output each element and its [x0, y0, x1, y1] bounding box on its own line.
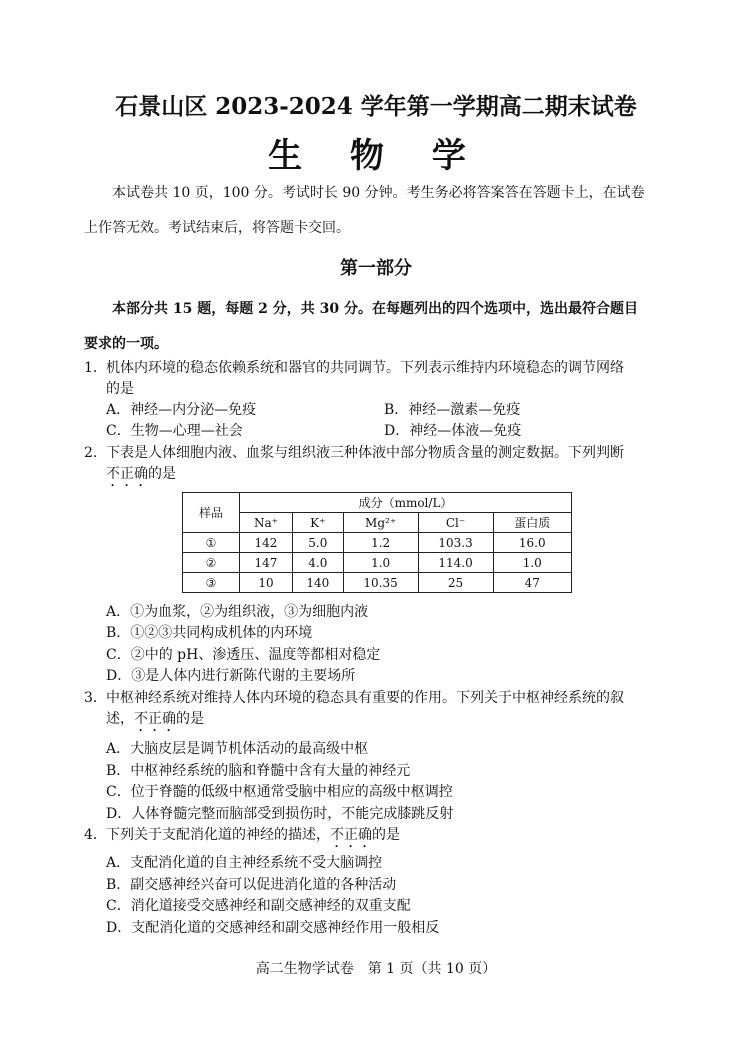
table-cell: 10.35	[343, 573, 418, 593]
question-3-stem-line-1: 中枢神经系统对维持人体内环境的稳态具有重要的作用。下列关于中枢神经系统的叙	[106, 690, 624, 706]
table-cell: 1.0	[343, 553, 418, 573]
question-4-stem-tail: 的是	[372, 827, 400, 843]
question-3-stem	[84, 688, 704, 735]
question-3-emphasis: 不正确	[134, 711, 176, 727]
table-cell: 5.0	[292, 533, 343, 553]
table-header-sample: 样品	[183, 493, 240, 533]
page-footer: 高二生物学试卷 第 1 页（共 10 页）	[255, 961, 497, 977]
question-2-stem	[84, 443, 704, 490]
table-column-header: Na⁺	[240, 513, 293, 533]
table-column-header: K⁺	[292, 513, 343, 533]
question-4-option-c: C．消化道接受交感神经和副交感神经的双重支配	[106, 898, 411, 914]
question-4-option-b: B．副交感神经兴奋可以促进消化道的各种活动	[106, 877, 397, 893]
part-description	[84, 292, 704, 362]
question-4-emphasis: 不正确	[330, 827, 372, 843]
question-2-option-c: C．②中的 pH、渗透压、温度等都相对稳定	[106, 647, 381, 663]
table-column-header: Cl⁻	[418, 513, 493, 533]
table-column-header: 蛋白质	[493, 513, 571, 533]
exam-instructions	[84, 176, 704, 246]
table-cell: 1.0	[493, 553, 571, 573]
instructions-line-1: 本试卷共 10 页，100 分。考试时长 90 分钟。考生务必将答案答在答题卡上，在试卷	[112, 185, 645, 201]
table-cell: 25	[418, 573, 493, 593]
question-4-number: 4．	[84, 827, 107, 843]
instructions-line-2: 上作答无效。考试结束后，将答题卡交回。	[84, 220, 350, 236]
question-1-number: 1．	[84, 360, 107, 376]
table-cell: 142	[240, 533, 293, 553]
question-1-option-b: B．神经—激素—免疫	[384, 402, 521, 418]
table-row-label: ③	[183, 573, 240, 593]
question-2-number: 2．	[84, 445, 107, 461]
table-row	[183, 553, 572, 573]
table-cell: 10	[240, 573, 293, 593]
table-row	[183, 573, 572, 593]
question-2-option-d: D．③是人体内进行新陈代谢的主要场所	[106, 668, 356, 684]
ion-concentration-table	[182, 492, 572, 593]
question-2-option-a: A．①为血浆，②为组织液，③为细胞内液	[106, 604, 369, 620]
question-1-stem-line-2: 的是	[106, 381, 134, 397]
table-header-group: 成分（mmol/L）	[240, 493, 572, 513]
question-4-stem-head: 下列关于支配消化道的神经的描述，	[106, 827, 330, 843]
part-description-line-2: 要求的一项。	[84, 336, 168, 352]
question-4-option-d: D．支配消化道的交感神经和副交感神经作用一般相反	[106, 920, 440, 936]
table-column-header: Mg²⁺	[343, 513, 418, 533]
question-3-option-a: A．大脑皮层是调节机体活动的最高级中枢	[106, 741, 369, 757]
subject-title: 生 物 学	[268, 136, 484, 176]
question-3-option-c: C．位于脊髓的低级中枢通常受脑中相应的高级中枢调控	[106, 784, 453, 800]
table-cell: 114.0	[418, 553, 493, 573]
table-cell: 16.0	[493, 533, 571, 553]
table-row-label: ②	[183, 553, 240, 573]
question-1-option-a: A．神经—内分泌—免疫	[106, 402, 257, 418]
question-1-option-d: D．神经—体液—免疫	[384, 423, 522, 439]
exam-title: 石景山区 2023-2024 学年第一学期高二期末试卷	[115, 93, 637, 120]
table-cell: 1.2	[343, 533, 418, 553]
table-cell: 140	[292, 573, 343, 593]
question-2-emphasis: 不正确	[106, 466, 148, 482]
table-cell: 4.0	[292, 553, 343, 573]
question-3-option-b: B．中枢神经系统的脑和脊髓中含有大量的神经元	[106, 763, 411, 779]
table-row-label: ①	[183, 533, 240, 553]
table-cell: 47	[493, 573, 571, 593]
table-cell: 103.3	[418, 533, 493, 553]
part-description-line-1: 本部分共 15 题，每题 2 分，共 30 分。在每题列出的四个选项中，选出最符合题目	[112, 301, 638, 317]
question-2-stem-line-1: 下表是人体细胞内液、血浆与组织液三种体液中部分物质含量的测定数据。下列判断	[106, 445, 624, 461]
question-3-option-d: D．人体脊髓完整而脑部受到损伤时，不能完成膝跳反射	[106, 806, 454, 822]
question-4-option-a: A．支配消化道的自主神经系统不受大脑调控	[106, 855, 383, 871]
table-row	[183, 533, 572, 553]
table-cell: 147	[240, 553, 293, 573]
question-1-stem-line-1: 机体内环境的稳态依赖系统和器官的共同调节。下列表示维持内环境稳态的调节网络	[106, 360, 624, 376]
question-3-number: 3．	[84, 690, 107, 706]
question-3-stem-head: 述，	[106, 711, 134, 727]
question-2-stem-tail: 的是	[148, 466, 176, 482]
question-1-stem	[84, 358, 704, 400]
part-title: 第一部分	[340, 258, 412, 279]
question-4-stem	[84, 825, 704, 851]
question-1-option-c: C．生物—心理—社会	[106, 423, 243, 439]
question-2-option-b: B．①②③共同构成机体的内环境	[106, 625, 313, 641]
question-3-stem-tail: 的是	[176, 711, 204, 727]
